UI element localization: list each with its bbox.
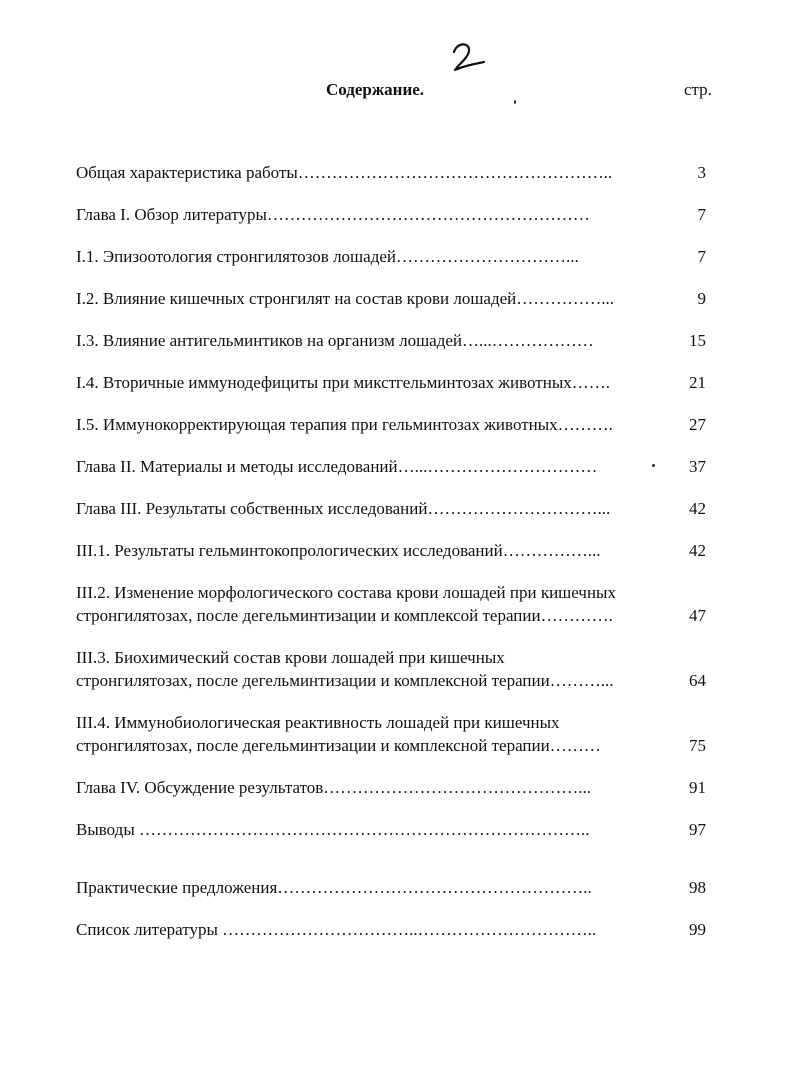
toc-entry	[76, 581, 706, 627]
toc-entry-text: III.1. Результаты гельминтокопрологических исследований……………...	[76, 541, 601, 560]
page-title: Содержание.	[325, 80, 425, 99]
toc-page-number: 21	[689, 373, 706, 392]
toc-entry	[76, 776, 706, 799]
toc-page-number: 27	[689, 415, 706, 434]
toc-page-number: 97	[689, 820, 706, 839]
toc-entry	[76, 876, 706, 899]
toc-entry-text: I.5. Иммунокорректирующая терапия при гельминтозах животных……….	[76, 415, 613, 434]
toc-entry-text: Глава IV. Обсуждение результатов………………………………………...	[76, 778, 592, 797]
toc-page-number: 3	[697, 163, 706, 182]
toc-entry-text: Глава I. Обзор литературы…………………………………………………	[76, 205, 590, 224]
toc-page-number: 64	[689, 671, 706, 690]
toc-entry-text: Выводы ……………………………………………………………………..	[76, 820, 590, 839]
toc-page-number: 7	[697, 247, 706, 266]
toc-entry	[76, 245, 706, 268]
toc-entry	[76, 371, 706, 394]
toc-entry-text: стронгилятозах, после дегельминтизации и комплексной терапии………...	[76, 671, 614, 690]
toc-entry	[76, 455, 706, 478]
toc-entry	[76, 413, 706, 436]
toc-entry	[76, 329, 706, 352]
toc-entry-text: Глава II. Материалы и методы исследований…...…………………………	[76, 457, 598, 476]
toc-entry-text: Практические предложения………………………………………………..	[76, 878, 592, 897]
toc-entry-text: III.2. Изменение морфологического состава крови лошадей при кишечных	[76, 583, 616, 602]
table-of-contents	[76, 142, 706, 941]
toc-page-number: 15	[689, 331, 706, 350]
toc-page-number: 47	[689, 606, 706, 625]
toc-entry	[76, 646, 706, 692]
toc-entry-text: Глава III. Результаты собственных исследований…………………………...	[76, 499, 611, 518]
toc-page-number: 98	[689, 878, 706, 897]
toc-entry	[76, 711, 706, 757]
toc-entry	[76, 161, 706, 184]
toc-entry-text: Список литературы ……………………………..…………………………..	[76, 920, 597, 939]
toc-page-number: 7	[697, 205, 706, 224]
toc-entry-text: I.1. Эпизоотология стронгилятозов лошадей…………………………...	[76, 247, 579, 266]
toc-entry-text: I.3. Влияние антигельминтиков на организм лошадей…...………………	[76, 331, 594, 350]
toc-entry-text: I.2. Влияние кишечных стронгилят на состав крови лошадей……………...	[76, 289, 615, 308]
toc-entry-text: стронгилятозах, после дегельминтизации и комплексой терапии………….	[76, 606, 613, 625]
toc-entry	[76, 203, 706, 226]
toc-page-number: 9	[697, 289, 706, 308]
toc-entry	[76, 497, 706, 520]
toc-entry	[76, 918, 706, 941]
toc-entry	[76, 287, 706, 310]
toc-page-number: 42	[689, 499, 706, 518]
toc-entry-text: Общая характеристика работы………………………………………………..	[76, 163, 613, 182]
toc-entry-text: III.4. Иммунобиологическая реактивность лошадей при кишечных	[76, 713, 560, 732]
scan-speck	[514, 100, 516, 104]
toc-entry	[76, 818, 706, 841]
toc-page-number: 42	[689, 541, 706, 560]
toc-page-number: 37	[689, 457, 706, 476]
toc-entry-text: I.4. Вторичные иммунодефициты при микстгельминтозах животных…….	[76, 373, 610, 392]
page-column-label: стр.	[684, 80, 712, 99]
toc-entry	[76, 539, 706, 562]
toc-entry-text: III.3. Биохимический состав крови лошадей при кишечных	[76, 648, 505, 667]
toc-page-number: 91	[689, 778, 706, 797]
toc-page-number: 99	[689, 920, 706, 939]
toc-entry-text: стронгилятозах, после дегельминтизации и комплексной терапии………	[76, 736, 601, 755]
handwritten-page-number	[448, 40, 488, 74]
toc-page-number: 75	[689, 736, 706, 755]
